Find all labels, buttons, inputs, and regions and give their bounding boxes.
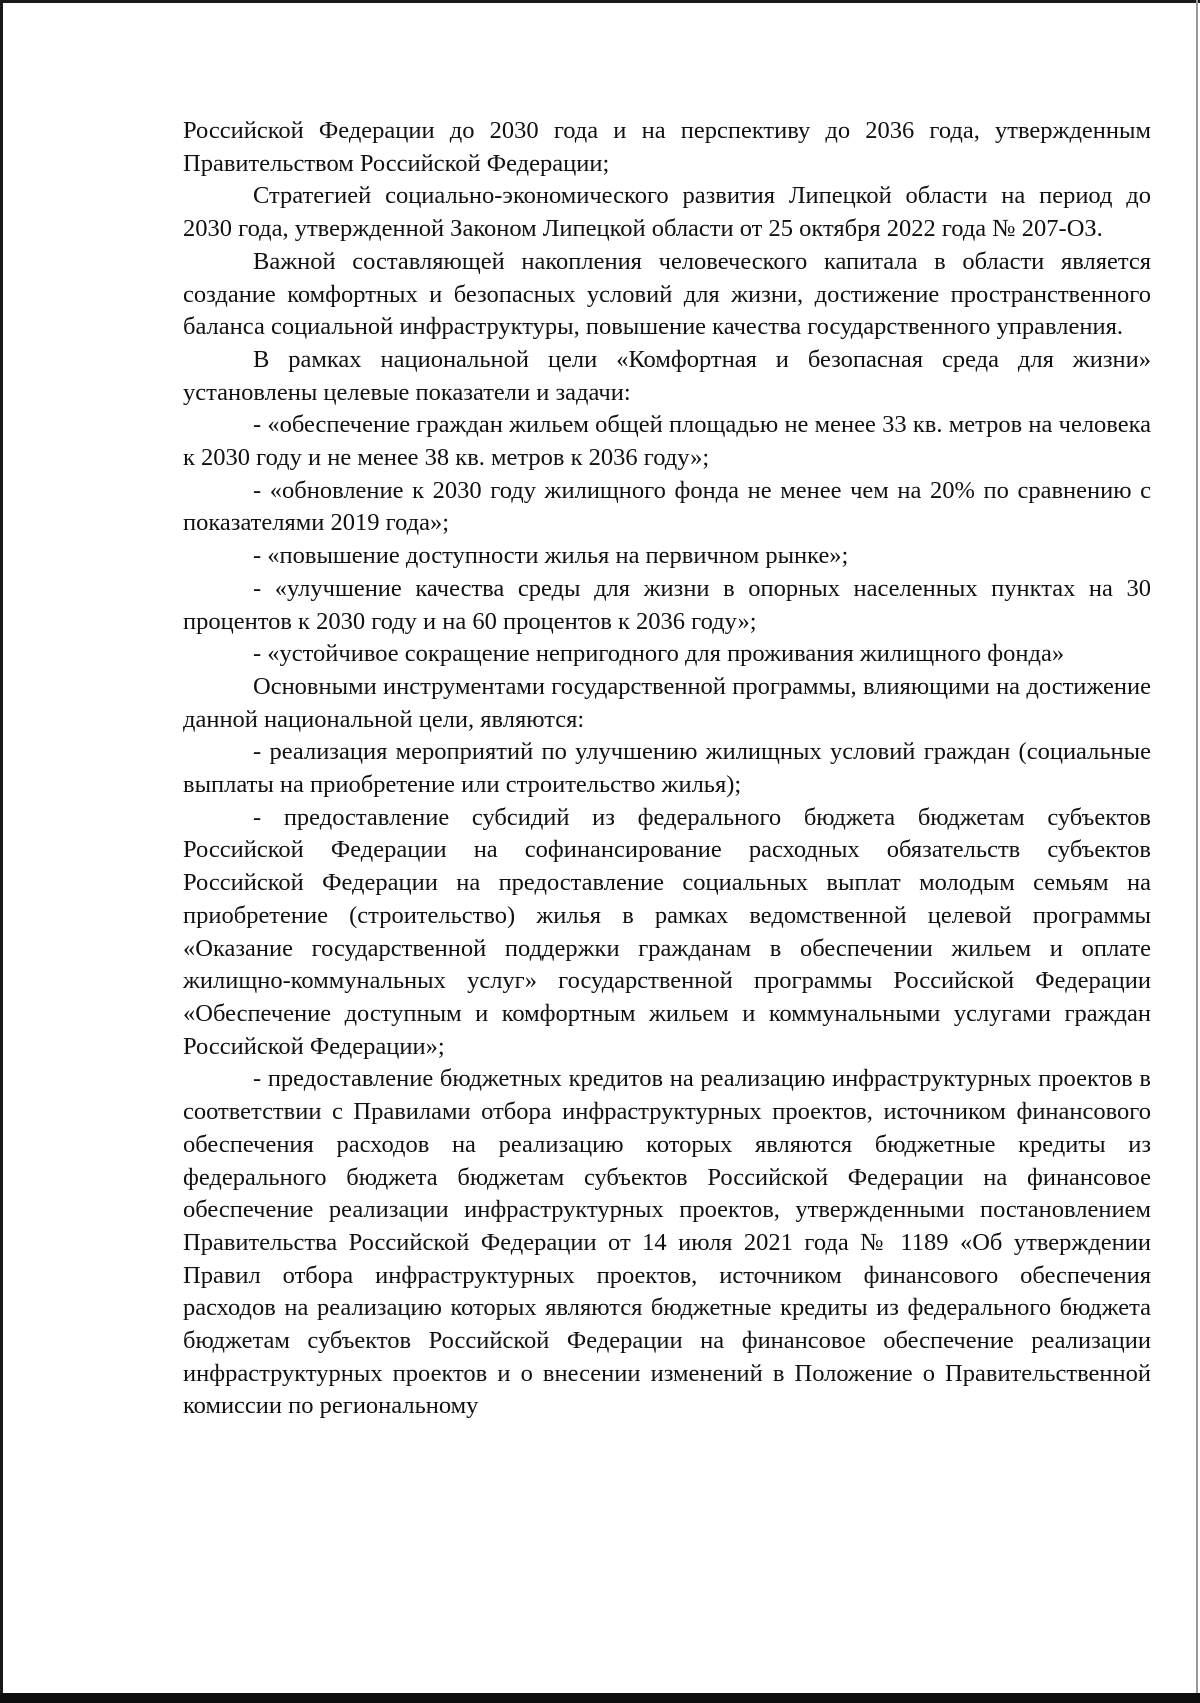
list-item: - «устойчивое сокращение непригодного для проживания жилищного фонда»	[253, 640, 1065, 668]
paragraph: Основными инструментами государственной программы, влияющими на достижение данной национальной цели, являются:	[183, 672, 1151, 733]
list-item: - реализация мероприятий по улучшению жилищных условий граждан (социальные выплаты на приобретение или строительство жилья);	[183, 738, 1151, 799]
paragraph: В рамках национальной цели «Комфортная и безопасная среда для жизни» установлены целевые показатели и задачи:	[183, 345, 1151, 406]
list-item: - «улучшение качества среды для жизни в опорных населенных пунктах на 30 процентов к 2030 году и на 60 процентов к 2036 году»;	[183, 574, 1151, 635]
paragraph: Российской Федерации до 2030 года и на перспективу до 2036 года, утвержденным Правительством Российской Федерации;	[183, 117, 1151, 177]
paragraph: Важной составляющей накопления человеческого капитала в области является создание комфортных и безопасных условий для жизни, достижение пространственного баланса социальной инфраструктуры, повышение качества государственного управления.	[183, 247, 1151, 341]
list-item: - «обеспечение граждан жильем общей площадью не менее 33 кв. метров на человека к 2030 году и не менее 38 кв. метров к 2036 году»;	[183, 411, 1151, 472]
scan-border-left	[0, 0, 3, 1703]
list-item: - «повышение доступности жилья на первичном рынке»;	[253, 542, 849, 570]
document-body	[183, 115, 1151, 1423]
list-item: - предоставление субсидий из федерального бюджета бюджетам субъектов Российской Федерации на софинансирование расходных обязательств субъектов Российской Федерации на предоставление социальных выплат молодым семьям на приобретение (строительство) жилья в рамках ведомственной целевой программы «Оказание государственной поддержки гражданам в обеспечении жильем и оплате жилищно-коммунальных услуг» государственной программы Российской Федерации «Обеспечение доступным и комфортным жильем и коммунальными услугами граждан Российской Федерации»;	[183, 803, 1151, 1060]
scan-border-right	[1196, 0, 1198, 1703]
scan-border-bottom	[0, 1693, 1200, 1703]
list-item: - предоставление бюджетных кредитов на реализацию инфраструктурных проектов в соответствии с Правилами отбора инфраструктурных проектов, источником финансового обеспечения расходов на реализацию которых являются бюджетные кредиты из федерального бюджета бюджетам субъектов Российской Федерации на финансовое обеспечение реализации инфраструктурных проектов, утвержденными постановлением Правительства Российской Федерации от 14 июля 2021 года № 1189 «Об утверждении Правил отбора инфраструктурных проектов, источником финансового обеспечения расходов на реализацию которых являются бюджетные кредиты из федерального бюджета бюджетам субъектов Российской Федерации на финансовое обеспечение реализации инфраструктурных проектов и о внесении изменений в Положение о Правительственной комиссии по региональному	[183, 1065, 1151, 1420]
paragraph: Стратегией социально-экономического развития Липецкой области на период до 2030 года, утвержденной Законом Липецкой области от 25 октября 2022 года № 207-ОЗ.	[183, 182, 1151, 243]
list-item: - «обновление к 2030 году жилищного фонда не менее чем на 20% по сравнению с показателями 2019 года»;	[183, 476, 1151, 537]
scan-border-top	[0, 0, 1200, 3]
